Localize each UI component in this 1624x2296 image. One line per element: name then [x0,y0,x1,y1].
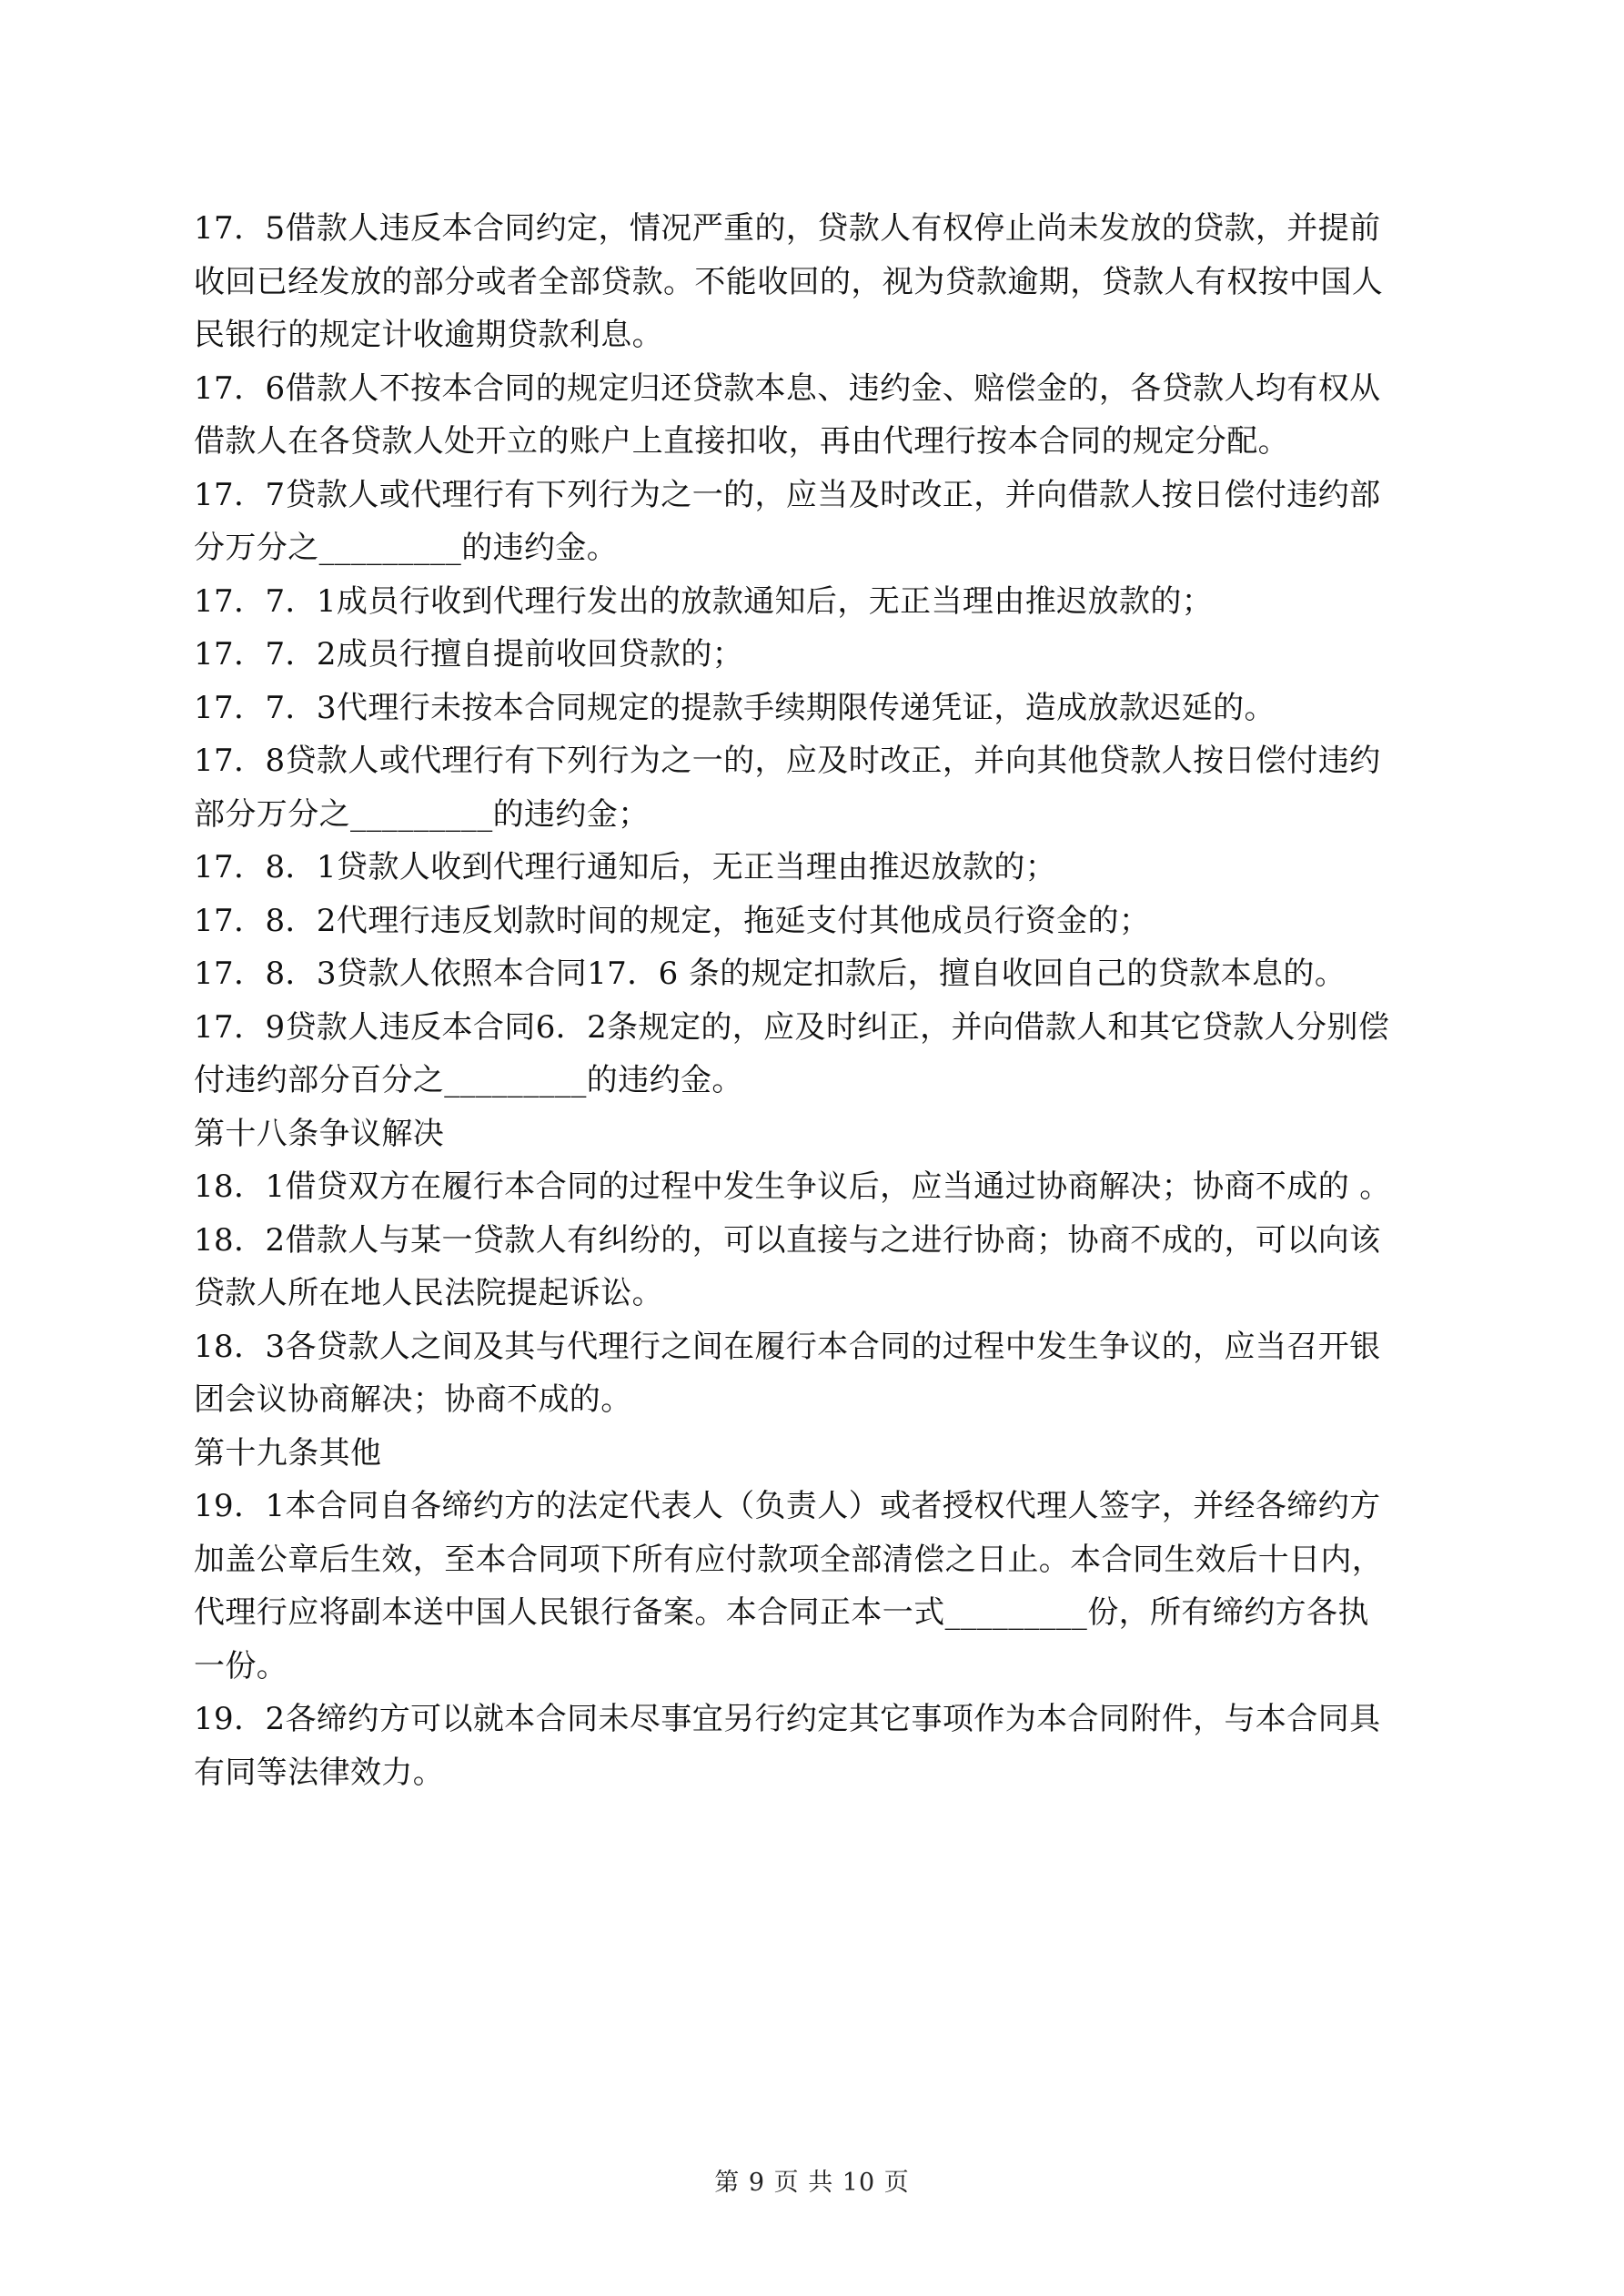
text-line: 部分万分之_________的违约金； [194,795,650,833]
text-line: 17．8．3贷款人依照本合同17．6 条的规定扣款后，擅自收回自己的贷款本息的。 [194,956,1347,992]
text-line: 17．9贷款人违反本合同6．2条规定的，应及时纠正，并向借款人和其它贷款人分别偿 [194,1008,1390,1046]
text-line: 17．8．1贷款人收到代理行通知后，无正当理由推迟放款的； [194,849,1057,885]
text-line: 18．3各贷款人之间及其与代理行之间在履行本合同的过程中发生争议的，应当召开银 [194,1328,1381,1365]
text-line: 17．5借款人违反本合同约定，情况严重的，贷款人有权停止尚未发放的贷款，并提前 [194,210,1381,247]
text-line: 17．7贷款人或代理行有下列行为之一的，应当及时改正，并向借款人按日偿付违约部 [194,476,1381,513]
text-line: 团会议协商解决；协商不成的。 [194,1381,632,1418]
text-line: 18．2借款人与某一贷款人有纠纷的，可以直接与之进行协商；协商不成的，可以向该 [194,1221,1381,1259]
text-line: 一份。 [194,1647,288,1684]
page-footer: 第 9 页 共 10 页 [714,2169,910,2197]
text-line: 收回已经发放的部分或者全部贷款。不能收回的，视为贷款逾期，贷款人有权按中国人 [194,263,1384,300]
section-heading: 第十九条其他 [194,1434,382,1472]
text-line: 加盖公章后生效，至本合同项下所有应付款项全部清偿之日止。本合同生效后十日内， [194,1541,1384,1578]
text-line: 17．7．1成员行收到代理行发出的放款通知后，无正当理由推迟放款的； [194,582,1214,620]
text-line: 19．2各缔约方可以就本合同未尽事宜另行约定其它事项作为本合同附件，与本合同具 [194,1701,1381,1737]
text-line: 17．6借款人不按本合同的规定归还贷款本息、违约金、赔偿金的，各贷款人均有权从 [194,369,1381,407]
section-heading: 第十八条争议解决 [194,1115,445,1152]
text-line: 19．1本合同自各缔约方的法定代表人（负责人）或者授权代理人签字，并经各缔约方 [194,1488,1381,1524]
text-line: 借款人在各贷款人处开立的账户上直接扣收，再由代理行按本合同的规定分配。 [194,423,1289,460]
text-line: 付违约部分百分之_________的违约金。 [194,1062,743,1098]
text-line: 17．8贷款人或代理行有下列行为之一的，应及时改正，并向其他贷款人按日偿付违约 [194,743,1381,779]
text-line: 17．7．2成员行擅自提前收回贷款的； [194,636,744,673]
text-line: 分万分之_________的违约金。 [194,530,619,566]
text-line: 代理行应将副本送中国人民银行备案。本合同正本一式_________份，所有缔约方各执 [194,1594,1369,1631]
text-line: 民银行的规定计收逾期贷款利息。 [194,317,663,353]
text-line: 有同等法律效力。 [194,1754,445,1791]
text-line: 18．1借贷双方在履行本合同的过程中发生争议后，应当通过协商解决；协商不成的 。 [194,1168,1391,1205]
text-line: 17．7．3代理行未按本合同规定的提款手续期限传递凭证，造成放款迟延的。 [194,689,1276,726]
text-line: 贷款人所在地人民法院提起诉讼。 [194,1275,663,1311]
document-body [194,202,1442,1799]
text-line: 17．8．2代理行违反划款时间的规定，拖延支付其他成员行资金的； [194,902,1151,939]
